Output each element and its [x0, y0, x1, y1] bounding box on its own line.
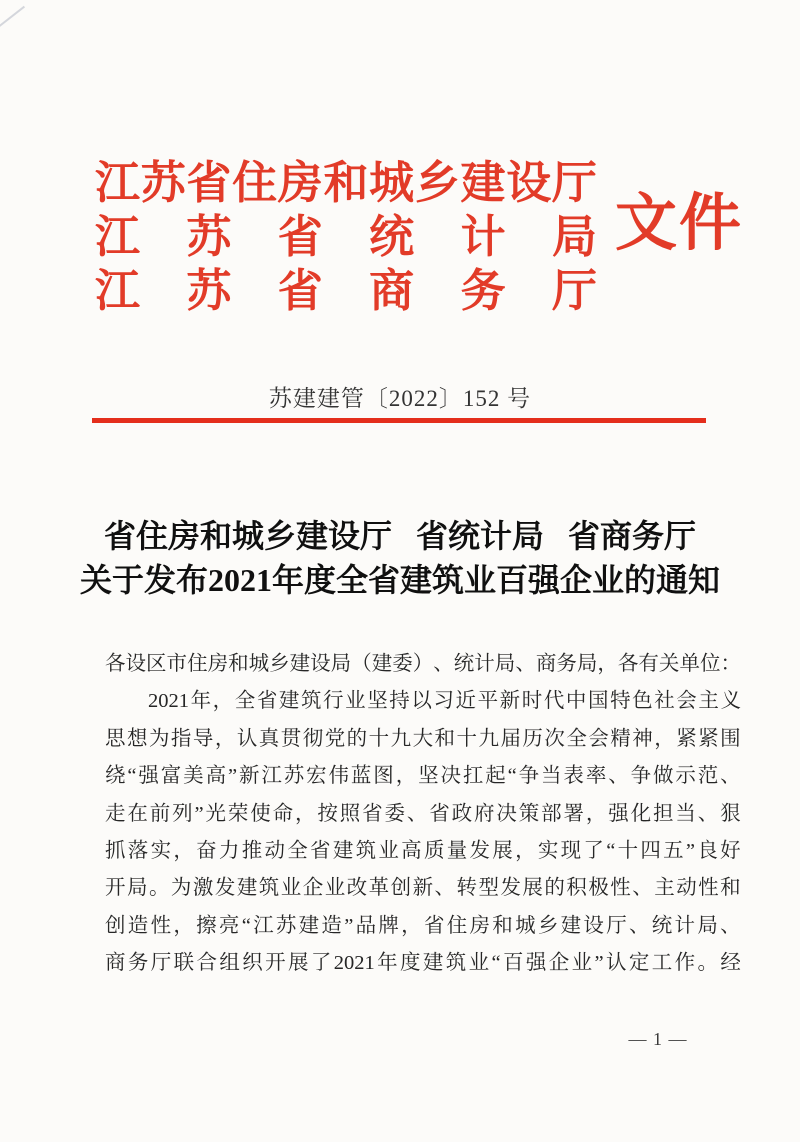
title-line-1: 省住房和城乡建设厅 省统计局 省商务厅 [103, 518, 696, 554]
agency-name-line-1: 江 苏 省 住 房 和 城 乡 建 设 厅 [95, 158, 597, 208]
body-line: 开 局 。 为 激 发 建 筑 业 企 业 改 革 创 新 、 转 型 发 展 的 积 极 性 、 主 动 性 和 [105, 877, 741, 900]
letterhead [95, 156, 597, 318]
document-reference-number: 苏建建管〔2022〕152 号 [268, 386, 532, 411]
body-line: 商 务 厅 联 合 组 织 开 展 了 2021 年 度 建 筑 业 “ 百 强 企 业 ” 认 定 工 作 。 经 [105, 952, 741, 975]
page-number: — 1 — [628, 1029, 688, 1049]
body-line: 走 在 前 列 ” 光 荣 使 命 ， 按 照 省 委 、 省 政 府 决 策 部 署 ， 强 化 担 当 、 狠 [105, 802, 741, 825]
agency-name-line-3: 江 苏 省 商 务 厅 [95, 266, 597, 316]
document-title [0, 514, 800, 602]
agency-name-line-2: 江 苏 省 统 计 局 [95, 212, 597, 262]
body-line: 创 造 性 ， 擦 亮 “ 江 苏 建 造 ” 品 牌 ， 省 住 房 和 城 乡 建 设 厅 、 统 计 局 、 [105, 914, 741, 937]
body-line: 抓 落 实 ， 奋 力 推 动 全 省 建 筑 业 高 质 量 发 展 ， 实 现 了 “ 十 四 五 ” 良 好 [105, 839, 741, 862]
document-word-label: 文件 [615, 190, 744, 258]
body-line: 2021 年 ， 全 省 建 筑 行 业 坚 持 以 习 近 平 新 时 代 中 国 特 色 社 会 主 义 [148, 690, 741, 713]
body-line: 思 想 为 指 导 ， 认 真 贯 彻 党 的 十 九 大 和 十 九 届 历 次 全 会 精 神 ， 紧 紧 围 [105, 727, 741, 750]
scan-artifact [0, 6, 25, 29]
header-divider-line [92, 418, 706, 423]
title-line-2: 关于发布2021年度全省建筑业百强企业的通知 [79, 562, 720, 598]
body-line: 绕 “ 强 富 美 高 ” 新 江 苏 宏 伟 蓝 图 ， 坚 决 扛 起 “ 争 当 表 率 、 争 做 示 范 、 [105, 765, 741, 788]
document-body [105, 646, 741, 983]
body-line: 各 设 区 市 住 房 和 城 乡 建 设 局 （ 建 委 ） 、 统 计 局 、 商 务 局 ， 各 有 关 单 位 ： [105, 653, 741, 675]
